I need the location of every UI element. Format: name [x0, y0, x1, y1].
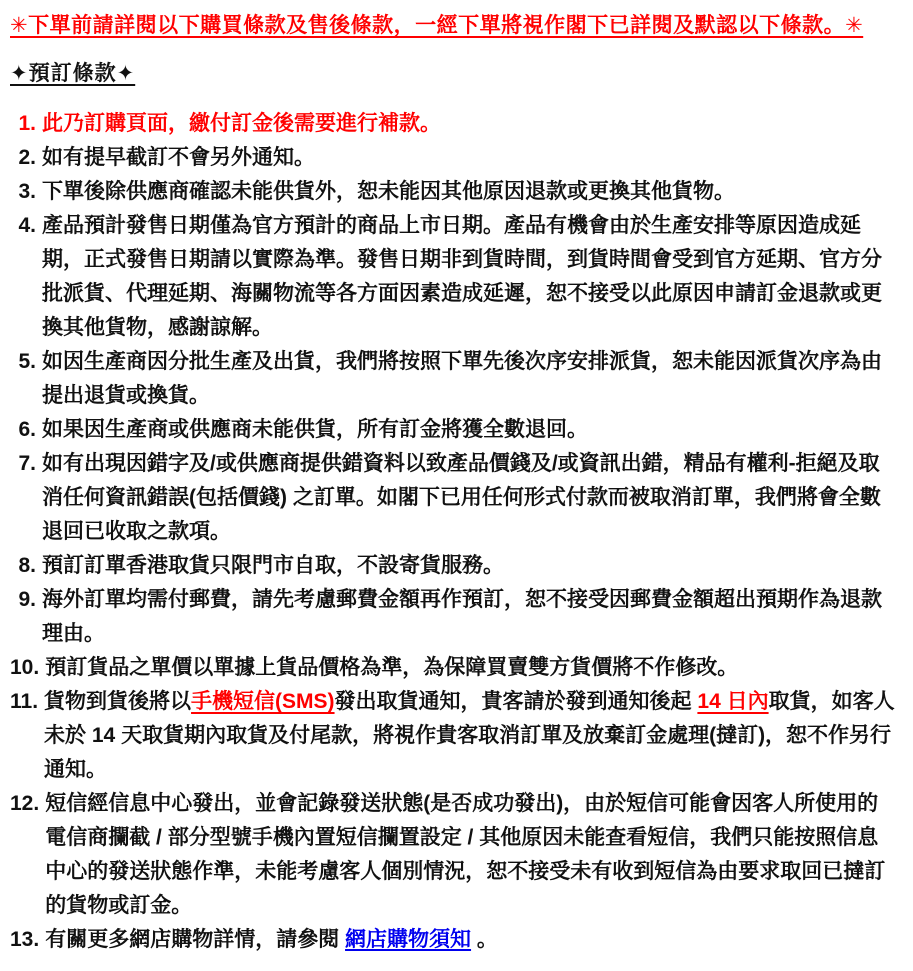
terms-list	[10, 107, 897, 957]
shop-guide-link[interactable]: 網店購物須知	[345, 928, 472, 951]
term-segment: 產品預計發售日期僅為官方預計的商品上市日期。產品有機會由於生產安排等原因造成延期，正式發售日期請以實際為準。發售日期非到貨時間，到貨時間會受到官方延期、官方分批派貨、代理延期、海關物流等各方面因素造成延遲，恕不接受以此原因申請訂金退款或更換其他貨物，感謝諒解。	[42, 214, 882, 339]
term-item	[10, 583, 897, 651]
term-segment: 下單後除供應商確認未能供貨外，恕未能因其他原因退款或更換其他貨物。	[42, 180, 735, 203]
term-number: 8.	[18, 554, 36, 577]
term-item	[10, 345, 897, 413]
term-number: 13.	[10, 928, 40, 951]
term-segment: 發出取貨通知，貴客請於發到通知後起	[334, 690, 698, 713]
term-number: 4.	[18, 214, 36, 237]
term-item	[10, 447, 897, 549]
term-text	[42, 447, 897, 549]
term-number: 1.	[18, 112, 36, 135]
term-item	[10, 141, 897, 175]
term-number: 11.	[10, 690, 39, 713]
term-text	[42, 141, 897, 175]
term-number: 5.	[18, 350, 36, 373]
term-item	[10, 651, 897, 685]
term-number: 3.	[18, 180, 36, 203]
highlighted-text: 14 日內	[697, 690, 769, 713]
term-item	[10, 685, 897, 787]
term-text	[44, 685, 897, 787]
term-segment: 短信經信息中心發出，並會記錄發送狀態(是否成功發出)，由於短信可能會因客人所使用的電信商攔截 / 部分型號手機內置短信攔置設定 / 其他原因未能查看短信，我們只能按照信息中心的發送狀態作準，未能考慮客人個別情況，恕不接受未有收到短信為由要求取回已撻訂的貨物或訂金。	[45, 792, 886, 917]
term-text	[42, 107, 897, 141]
term-segment: 如因生產商因分批生產及出貨，我們將按照下單先後次序安排派貨，恕未能因派貨次序為由提出退貨或換貨。	[42, 350, 882, 407]
term-text	[45, 651, 897, 685]
term-number: 2.	[18, 146, 36, 169]
term-segment: 貨物到貨後將以	[44, 690, 192, 713]
term-number: 12.	[10, 792, 40, 815]
term-segment: 預訂訂單香港取貨只限門市自取，不設寄貨服務。	[42, 554, 504, 577]
term-segment: 如有出現因錯字及/或供應商提供錯資料以致產品價錢及/或資訊出錯，精品有權利-拒絕及取消任何資訊錯誤(包括價錢) 之訂單。如閣下已用任何形式付款而被取消訂單，我們將會全數退回已收取之款項。	[42, 452, 881, 543]
section-title: ✦預訂條款✦	[10, 62, 136, 85]
term-number: 10.	[10, 656, 40, 679]
term-segment: 預訂貨品之單價以單據上貨品價格為準，為保障買賣雙方貨價將不作修改。	[45, 656, 739, 679]
term-item	[10, 923, 897, 957]
highlighted-text: 手機短信(SMS)	[191, 690, 335, 713]
term-text	[42, 413, 897, 447]
term-text	[42, 209, 897, 345]
term-text	[42, 583, 897, 651]
term-item	[10, 209, 897, 345]
term-item	[10, 175, 897, 209]
term-item	[10, 413, 897, 447]
term-segment: 此乃訂購頁面，繳付訂金後需要進行補款。	[42, 112, 441, 135]
term-segment: 如有提早截訂不會另外通知。	[42, 146, 315, 169]
term-text	[42, 345, 897, 413]
term-text	[45, 923, 897, 957]
term-number: 9.	[18, 588, 36, 611]
term-segment: 。	[471, 928, 498, 951]
term-number: 6.	[18, 418, 36, 441]
term-segment: 有關更多網店購物詳情，請參閱	[45, 928, 346, 951]
term-item	[10, 549, 897, 583]
term-item	[10, 107, 897, 141]
term-segment: 如果因生產商或供應商未能供貨，所有訂金將獲全數退回。	[42, 418, 588, 441]
term-text	[42, 549, 897, 583]
term-segment: 取貨，如客人未於 14 天取貨期內取貨及付尾款，將視作貴客取消訂單及放棄訂金處理(撻訂)，恕不作另行通知。	[44, 690, 895, 781]
term-item	[10, 787, 897, 923]
term-segment: 海外訂單均需付郵費，請先考慮郵費金額再作預訂，恕不接受因郵費金額超出預期作為退款理由。	[42, 588, 882, 645]
term-number: 7.	[18, 452, 36, 475]
notice-banner: ✳下單前請詳閱以下購買條款及售後條款，一經下單將視作閣下已詳閱及默認以下條款。✳	[10, 14, 864, 37]
term-text	[45, 787, 897, 923]
term-text	[42, 175, 897, 209]
